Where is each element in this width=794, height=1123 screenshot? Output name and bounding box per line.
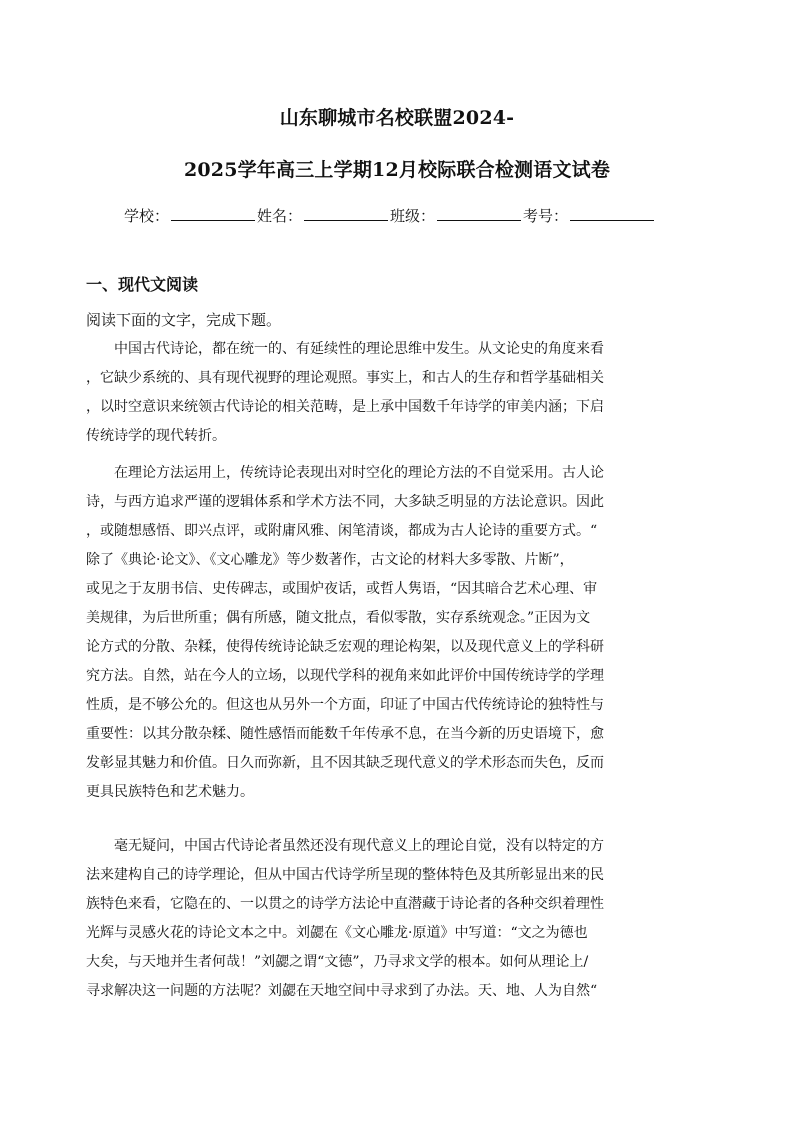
text-line: 性质，是不够公允的。但这也从另外一个方面，印证了中国古代传统诗论的独特性与 xyxy=(86,697,604,713)
text-line: 除了《典论·论文》、《文心雕龙》等少数著作，古文论的材料大多零散、片断”， xyxy=(86,552,574,568)
paragraph-1 xyxy=(86,335,706,451)
section-heading: 一、现代文阅读 xyxy=(86,275,199,294)
class-label: 班级： xyxy=(390,207,436,225)
class-blank[interactable] xyxy=(437,206,521,221)
text-line: 诗，与西方追求严谨的逻辑体系和学术方法不同，大多缺乏明显的方法论意识。因此 xyxy=(86,494,604,510)
text-line: 重要性：以其分散杂糅、随性感悟而能数千年传承不息，在当今新的历史语境下，愈 xyxy=(86,726,604,742)
text-line: 在理论方法运用上，传统诗论表现出对时空化的理论方法的不自觉采用。古人论 xyxy=(86,465,604,481)
exam-title-line-1: 山东聊城市名校联盟2024- xyxy=(279,107,515,129)
school-blank[interactable] xyxy=(171,206,255,221)
text-line: 或见之于友朋书信、史传碑志，或围炉夜话，或哲人隽语，“因其暗合艺术心理、审 xyxy=(86,581,598,597)
school-label: 学校： xyxy=(124,207,170,225)
student-info-row xyxy=(124,205,684,226)
text-line: 毫无疑问，中国古代诗论者虽然还没有现代意义上的理论自觉，没有以特定的方 xyxy=(86,838,604,854)
paragraph-3 xyxy=(86,832,706,1006)
number-label: 考号： xyxy=(523,207,569,225)
text-line: 中国古代诗论，都在统一的、有延续性的理论思维中发生。从文论史的角度来看 xyxy=(86,341,604,357)
text-line: 族特色来看，它隐在的、一以贯之的诗学方法论中直潜藏于诗论者的各种交织着理性 xyxy=(86,896,604,912)
text-line: 大矣，与天地并生者何哉！”刘勰之谓“文德”，乃寻求文学的根本。如何从理论上/ xyxy=(86,954,589,970)
text-line: ，它缺少系统的、具有现代视野的理论观照。事实上，和古人的生存和哲学基础相关 xyxy=(86,370,604,386)
text-line: ，以时空意识来统领古代诗论的相关范畴，是上承中国数千年诗学的审美内涵；下启 xyxy=(86,399,604,415)
text-line: 传统诗学的现代转折。 xyxy=(86,428,226,444)
exam-title-line-2: 2025学年高三上学期12月校际联合检测语文试卷 xyxy=(183,159,611,181)
text-line: ，或随想感悟、即兴点评，或附庸风雅、闲笔清谈，都成为古人论诗的重要方式。“ xyxy=(86,523,598,539)
reading-instruction: 阅读下面的文字，完成下题。 xyxy=(86,311,282,329)
text-line: 论方式的分散、杂糅，使得传统诗论缺乏宏观的理论构架，以及现代意义上的学科研 xyxy=(86,639,604,655)
text-line: 究方法。自然，站在今人的立场，以现代学科的视角来如此评价中国传统诗学的学理 xyxy=(86,668,604,684)
text-line: 光辉与灵感火花的诗论文本之中。刘勰在《文心雕龙·原道》中写道：“文之为德也 xyxy=(86,925,588,941)
text-line: 法来建构自己的诗学理论，但从中国古代诗学所呈现的整体特色及其所彰显出来的民 xyxy=(86,867,604,883)
text-line: 发彰显其魅力和价值。日久而弥新，且不因其缺乏现代意义的学术形态而失色，反而 xyxy=(86,755,604,771)
text-line: 寻求解决这一问题的方法呢？刘勰在天地空间中寻求到了办法。天、地、人为自然“ xyxy=(86,983,598,999)
text-line: 更具民族特色和艺术魅力。 xyxy=(86,784,254,800)
text-line: 美规律，为后世所重；偶有所感，随文批点，看似零散，实存系统观念。”正因为文 xyxy=(86,610,591,626)
paragraph-2 xyxy=(86,459,706,807)
name-blank[interactable] xyxy=(304,206,388,221)
name-label: 姓名： xyxy=(257,207,303,225)
number-blank[interactable] xyxy=(570,206,654,221)
